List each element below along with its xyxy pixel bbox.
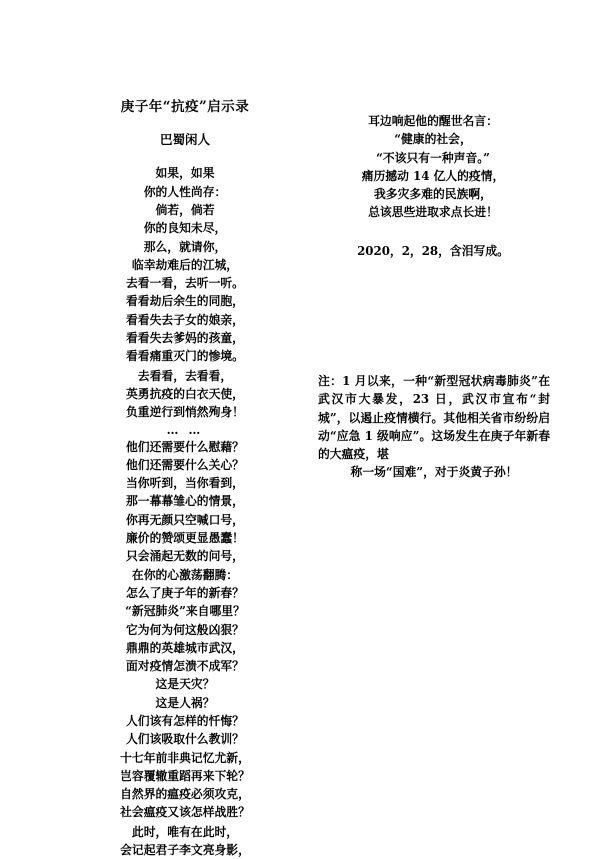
poem-line: 在你的心激荡翻腾： [131, 567, 239, 582]
author-name: 巴蜀闲人 [159, 131, 210, 147]
poem-line: 这是人祸？ [155, 695, 215, 710]
poem-line: 这是天灾？ [155, 677, 215, 692]
poem-line: 岂容覆辙重蹈再来下轮？ [120, 768, 250, 783]
poem-line: 去看看，去看看， [137, 368, 233, 383]
poem-line: 看看痛重灭门的惨境。 [126, 349, 244, 364]
poem-line: 廉价的赞颂更显愚蠢！ [126, 531, 244, 546]
poem-line: 他们还需要什么慰藉？ [126, 439, 244, 454]
poem-line: 看看失去子女的娘亲， [126, 312, 244, 327]
poem-line: 会记起君子李文亮身影， [120, 843, 250, 858]
poem-line: 负重逆行到悄然殉身！ [126, 405, 244, 420]
poem-line: 那一幕幕雏心的情景， [126, 494, 244, 509]
poem-right-column [318, 112, 548, 260]
footnote-paragraph: 注：1 月以来，一种“新型冠状病毒肺炎”在武汉市大暴发，23 日，武汉市宣布“封城”，以遏止疫情横行。其他相关省市纷纷启动“应急 1 级响应”。这场发生在庚子年新春的大瘟疫，堪 [318, 374, 550, 462]
poem-line: 它为何为何这般凶狠？ [126, 622, 244, 637]
poem-line: 看看劫后余生的同胞， [126, 294, 244, 309]
poem-body-right [318, 112, 548, 222]
poem-line: 只会涌起无数的问号， [126, 549, 244, 564]
poem-line: “健康的社会， [394, 132, 472, 147]
poem-line: 倘若，倘若 [155, 202, 215, 217]
poem-line: 他们还需要什么关心？ [126, 457, 244, 472]
poem-ellipsis-line: … … [166, 422, 204, 437]
poem-line: 当你听到，当你看到， [126, 476, 244, 491]
poem-line: 英勇抗疫的白衣天使， [126, 386, 244, 401]
poem-line: 社会瘟疫又该怎样战胜？ [120, 805, 250, 820]
poem-line: 人们该吸取什么教训？ [126, 732, 244, 747]
poem-line: 十七年前非典记忆尤新， [120, 750, 250, 765]
poem-line: 你再无颜只空喊口号， [126, 512, 244, 527]
poem-line: 痛历撼动 14 亿人的疫情， [361, 168, 505, 183]
poem-line: 如果，如果 [155, 166, 215, 181]
poem-line: 怎么了庚子年的新春？ [126, 585, 244, 600]
poem-line: 人们该有怎样的忏悔？ [126, 714, 244, 728]
poem-line: 面对疫情怎溃不成军？ [126, 659, 244, 674]
footnote [318, 372, 550, 482]
poem-line: 那么，就请你， [143, 239, 227, 254]
page-title: 庚子年“抗疫”启示录 [120, 99, 250, 115]
poem-line: 自然界的瘟疫必须攻克， [120, 787, 250, 802]
poem-body-left [70, 164, 300, 859]
poem-line: “新冠肺炎”来自哪里？ [125, 604, 245, 619]
poem-line: 你的人性尚存： [143, 184, 227, 199]
signature-date: 2020，2，28，含泪写成。 [357, 243, 509, 258]
poem-line: 此时，唯有在此时， [131, 824, 239, 839]
poem-line: 去看一看，去听一听。 [126, 276, 244, 291]
poem-line: 你的良知未尽， [143, 221, 227, 236]
poem-line: 总该思些进取求点长进！ [368, 205, 498, 220]
poem-line: 看看失去爹妈的孩童， [126, 331, 244, 346]
poem-line: 我多灾多难的民族啊， [374, 187, 492, 202]
poem-line: “不该只有一种声音。” [376, 150, 490, 165]
poem-left-column [70, 98, 300, 859]
poem-line: 鼎鼎的英雄城市武汉， [126, 640, 244, 655]
poem-line: 临幸劫难后的江城， [131, 257, 239, 272]
footnote-last-line: 称一场“国难”，对于炎黄子孙！ [350, 465, 518, 480]
poem-line: 耳边响起他的醒世名言： [368, 114, 498, 128]
